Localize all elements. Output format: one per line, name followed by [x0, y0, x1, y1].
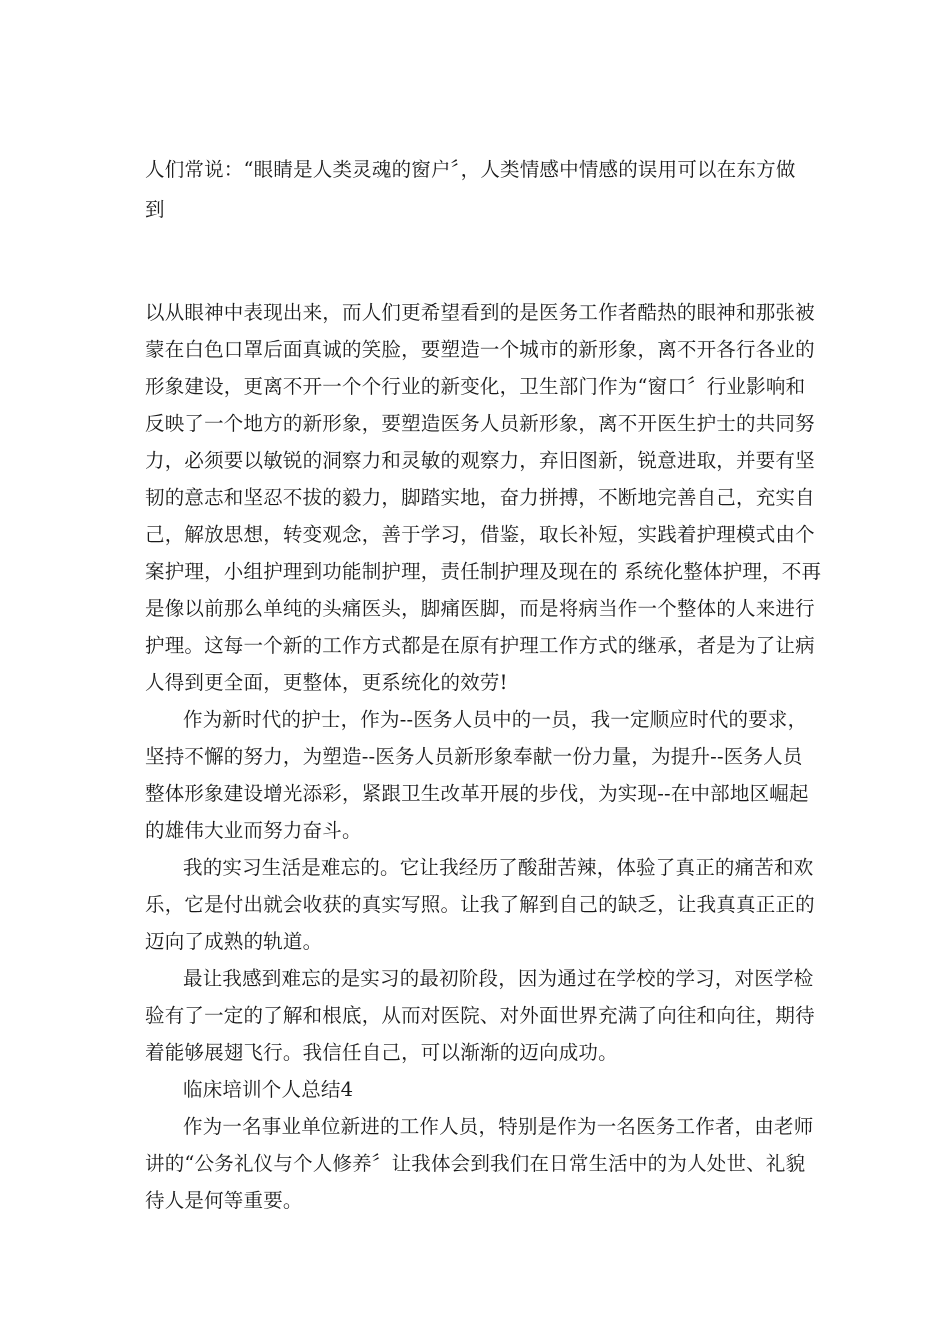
paragraph2-line-2: 坚持不懈的努力，为塑造--医务人员新形象奉献一份力量，为提升--医务人员 — [145, 745, 803, 768]
paragraph4-line-1: 最让我感到难忘的是实习的最初阶段，因为通过在学校的学习，对医学检 — [183, 967, 814, 990]
paragraph5-line-2: 讲的“公务礼仪与个人修养〞让我体会到我们在日常生活中的为人处世、礼貌 — [145, 1152, 806, 1175]
paragraph5-line-3: 待人是何等重要。 — [145, 1189, 303, 1212]
paragraph1-line-6: 韧的意志和坚忍不拔的毅力，脚踏实地，奋力拼搏，不断地完善自己，充实自 — [145, 486, 815, 509]
paragraph3-line-3: 迈向了成熟的轨道。 — [145, 930, 323, 953]
paragraph1-line-4: 反映了一个地方的新形象，要塑造医务人员新形象，离不开医生护士的共同努 — [145, 412, 815, 435]
paragraph1-line-10: 护理。这每一个新的工作方式都是在原有护理工作方式的继承，者是为了让病 — [145, 634, 815, 657]
paragraph4-line-3: 着能够展翅飞行。我信任自己，可以渐渐的迈向成功。 — [145, 1041, 618, 1064]
paragraph1-line-1: 以从眼神中表现出来，而人们更希望看到的是医务工作者酷热的眼神和那张被 — [145, 301, 815, 324]
paragraph1-line-7: 己，解放思想，转变观念，善于学习，借鉴，取长补短，实践着护理模式由个 — [145, 523, 815, 546]
paragraph1-line-2: 蒙在白色口罩后面真诚的笑脸，要塑造一个城市的新形象，离不开各行各业的 — [145, 338, 815, 361]
paragraph2-line-3: 整体形象建设增光添彩，紧跟卫生改革开展的步伐，为实现--在中部地区崛起 — [145, 782, 809, 805]
paragraph1-line-9: 是像以前那么单纯的头痛医头，脚痛医脚，而是将病当作一个整体的人来进行 — [145, 597, 815, 620]
paragraph1-line-8: 案护理，小组护理到功能制护理，责任制护理及现在的 系统化整体护理，不再 — [145, 560, 822, 583]
paragraph5-line-1: 作为一名事业单位新进的工作人员，特别是作为一名医务工作者，由老师 — [183, 1115, 814, 1138]
paragraph3-line-1: 我的实习生活是难忘的。它让我经历了酸甜苦辣，体验了真正的痛苦和欢 — [183, 856, 814, 879]
intro-line-2: 到 — [145, 198, 165, 221]
paragraph3-line-2: 乐，它是付出就会收获的真实写照。让我了解到自己的缺乏，让我真真正正的 — [145, 893, 815, 916]
paragraph2-line-1: 作为新时代的护士，作为--医务人员中的一员，我一定顺应时代的要求， — [183, 708, 808, 731]
section-heading: 临床培训个人总结4 — [183, 1078, 354, 1101]
paragraph1-line-3: 形象建设，更离不开一个个行业的新变化，卫生部门作为“窗口〞行业影响和 — [145, 375, 806, 398]
paragraph1-line-5: 力，必须要以敏锐的洞察力和灵敏的观察力，弃旧图新，锐意进取，并要有坚 — [145, 449, 815, 472]
paragraph1-line-11: 人得到更全面，更整体，更系统化的效劳! — [145, 671, 508, 694]
intro-line-1: 人们常说：“眼睛是人类灵魂的窗户〞，人类情感中情感的误用可以在东方做 — [145, 158, 796, 181]
paragraph4-line-2: 验有了一定的了解和根底，从而对医院、对外面世界充满了向往和向往，期待 — [145, 1004, 815, 1027]
paragraph2-line-4: 的雄伟大业而努力奋斗。 — [145, 819, 362, 842]
